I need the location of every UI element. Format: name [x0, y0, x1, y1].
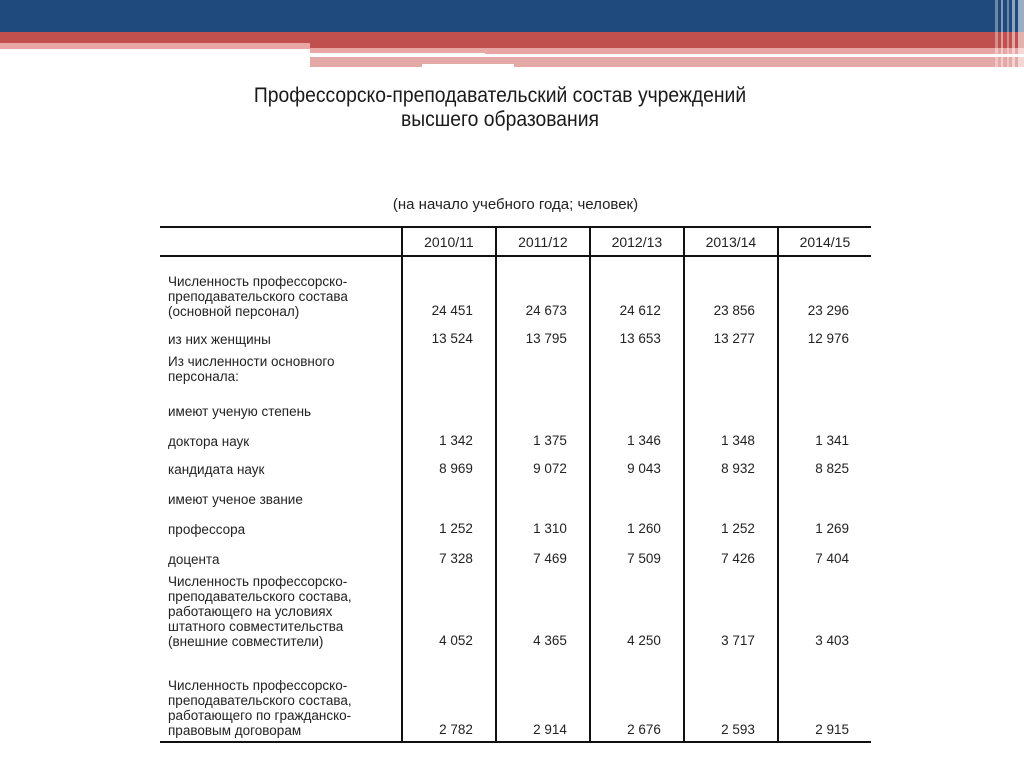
value-cell: 1 342 — [402, 422, 496, 452]
table-row — [160, 480, 871, 510]
value-cell — [402, 394, 496, 422]
value-cell — [496, 394, 590, 422]
row-label — [160, 540, 402, 570]
value-cell: 7 469 — [496, 540, 590, 570]
table-row — [160, 350, 871, 394]
row-label — [160, 510, 402, 540]
row-label-line: из них женщины — [168, 332, 271, 347]
value-cell — [684, 394, 778, 422]
value-cell: 7 426 — [684, 540, 778, 570]
value-cell: 1 341 — [778, 422, 871, 452]
table-row — [160, 394, 871, 422]
row-label-line: имеют ученое звание — [168, 492, 303, 507]
column-header: 2013/14 — [684, 227, 778, 256]
value-cell: 4 052 — [402, 570, 496, 652]
value-cell — [590, 480, 684, 510]
row-label-line: преподавательского состава, — [168, 693, 352, 708]
value-cell — [590, 350, 684, 394]
value-cell: 2 914 — [496, 652, 590, 742]
row-label-line: Численность профессорско- — [168, 574, 348, 589]
value-cell: 7 509 — [590, 540, 684, 570]
value-cell: 24 451 — [402, 256, 496, 322]
header-band-blue — [0, 0, 1024, 32]
value-cell: 1 346 — [590, 422, 684, 452]
value-cell — [778, 480, 871, 510]
row-label-line: (внешние совместители) — [168, 634, 324, 649]
column-header: 2011/12 — [496, 227, 590, 256]
table-subtitle: (на начало учебного года; человек) — [392, 196, 639, 213]
value-cell: 24 673 — [496, 256, 590, 322]
value-cell: 1 252 — [402, 510, 496, 540]
table-row — [160, 570, 871, 652]
column-header: 2014/15 — [778, 227, 871, 256]
table-row — [160, 652, 871, 742]
value-cell: 1 252 — [684, 510, 778, 540]
value-cell: 4 365 — [496, 570, 590, 652]
table-row — [160, 322, 871, 350]
value-cell: 13 524 — [402, 322, 496, 350]
page-title — [215, 84, 785, 132]
row-label-line: работающего по гражданско- — [168, 708, 352, 723]
row-label-line: доктора наук — [168, 434, 250, 449]
value-cell: 1 375 — [496, 422, 590, 452]
value-cell: 23 856 — [684, 256, 778, 322]
header-empty-cell — [160, 227, 402, 256]
row-label — [160, 480, 402, 510]
value-cell: 23 296 — [778, 256, 871, 322]
value-cell: 1 269 — [778, 510, 871, 540]
row-label-line: штатного совместительства — [168, 619, 344, 634]
header-band-pink — [0, 43, 310, 49]
title-line-1: Профессорско-преподавательский состав учреждений — [253, 84, 747, 107]
value-cell: 24 612 — [590, 256, 684, 322]
row-label — [160, 394, 402, 422]
row-label — [160, 422, 402, 452]
header-stripe — [1012, 0, 1015, 68]
value-cell: 9 072 — [496, 452, 590, 480]
column-header: 2012/13 — [590, 227, 684, 256]
row-label-line: профессора — [168, 522, 246, 537]
row-label — [160, 322, 402, 350]
value-cell: 3 403 — [778, 570, 871, 652]
column-header: 2010/11 — [402, 227, 496, 256]
row-label — [160, 452, 402, 480]
value-cell: 13 277 — [684, 322, 778, 350]
value-cell — [684, 350, 778, 394]
table-row — [160, 452, 871, 480]
header-band-pink — [310, 57, 1024, 67]
value-cell — [496, 350, 590, 394]
value-cell: 1 310 — [496, 510, 590, 540]
row-label-line: преподавательского состава, — [168, 589, 352, 604]
row-label-line: Численность профессорско- — [168, 678, 348, 693]
value-cell: 3 717 — [684, 570, 778, 652]
row-label-line: Из численности основного — [168, 354, 335, 369]
row-label-line: (основной персонал) — [168, 304, 300, 319]
header-stripe — [995, 0, 998, 68]
title-line-2: высшего образования — [400, 108, 599, 131]
value-cell: 9 043 — [590, 452, 684, 480]
value-cell: 7 328 — [402, 540, 496, 570]
value-cell — [684, 480, 778, 510]
row-label-line: Численность профессорско- — [168, 274, 348, 289]
value-cell — [778, 350, 871, 394]
row-label-line: правовым договорам — [168, 723, 302, 738]
header-band-divider — [422, 64, 514, 68]
row-label — [160, 256, 402, 322]
row-label-line: имеют ученую степень — [168, 404, 312, 419]
value-cell: 13 795 — [496, 322, 590, 350]
header-stripe — [1018, 0, 1024, 68]
value-cell — [496, 480, 590, 510]
value-cell: 12 976 — [778, 322, 871, 350]
table-row — [160, 256, 871, 322]
value-cell: 2 676 — [590, 652, 684, 742]
value-cell — [590, 394, 684, 422]
row-label-line: доцента — [168, 552, 220, 567]
value-cell: 1 260 — [590, 510, 684, 540]
row-label — [160, 652, 402, 742]
value-cell: 4 250 — [590, 570, 684, 652]
row-label-line: работающего на условиях — [168, 604, 333, 619]
value-cell: 7 404 — [778, 540, 871, 570]
value-cell: 2 593 — [684, 652, 778, 742]
table-header-row — [160, 227, 871, 256]
value-cell — [778, 394, 871, 422]
value-cell: 1 348 — [684, 422, 778, 452]
row-label — [160, 350, 402, 394]
row-label-line: преподавательского состава — [168, 289, 348, 304]
table-row — [160, 540, 871, 570]
value-cell: 2 915 — [778, 652, 871, 742]
value-cell: 8 969 — [402, 452, 496, 480]
header-stripe — [1001, 0, 1003, 68]
value-cell: 13 653 — [590, 322, 684, 350]
table-row — [160, 422, 871, 452]
value-cell — [402, 350, 496, 394]
row-label-line: кандидата наук — [168, 462, 265, 477]
row-label-line: персонала: — [168, 369, 239, 384]
value-cell: 8 932 — [684, 452, 778, 480]
value-cell: 2 782 — [402, 652, 496, 742]
value-cell: 8 825 — [778, 452, 871, 480]
staff-table — [160, 226, 871, 743]
row-label — [160, 570, 402, 652]
table-row — [160, 510, 871, 540]
header-stripe — [1007, 0, 1009, 68]
value-cell — [402, 480, 496, 510]
